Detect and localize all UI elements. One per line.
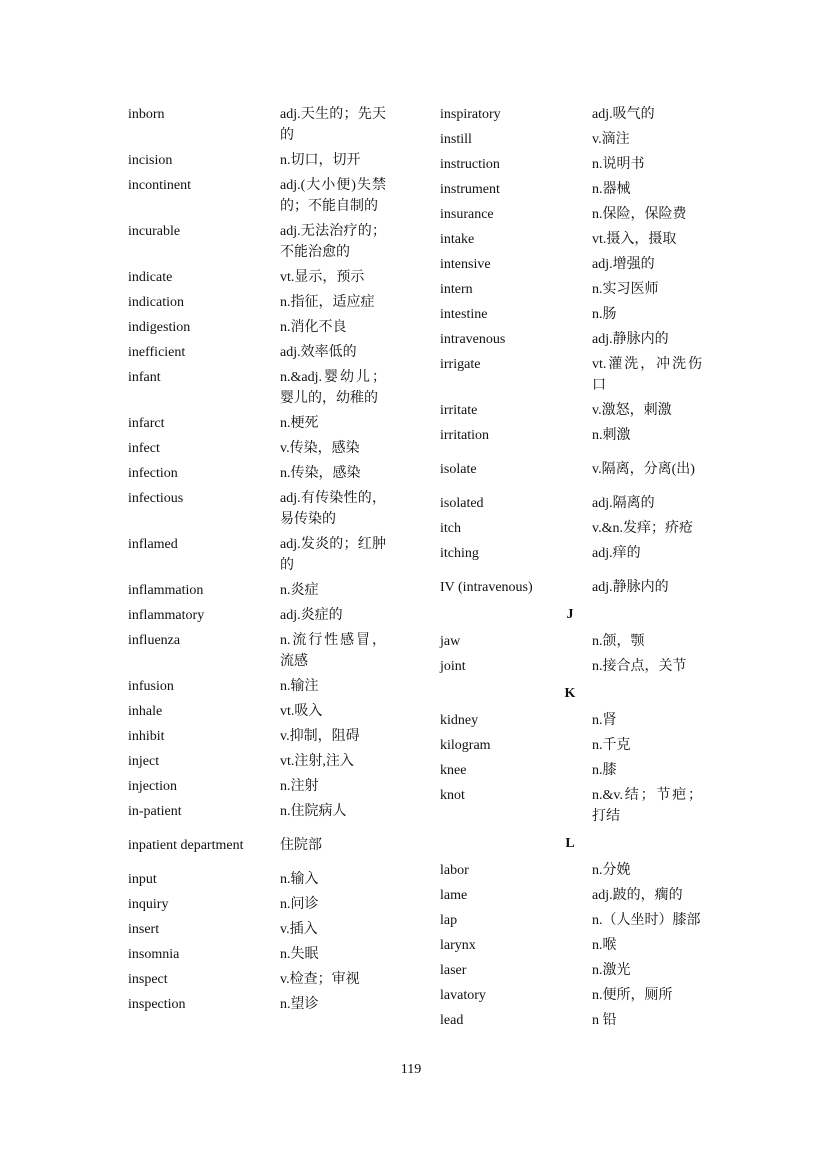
glossary-entry [128, 774, 398, 799]
glossary-entry [128, 265, 398, 290]
entry-definition: n.刺激 [592, 428, 631, 443]
entry-definition: n 铅 [592, 1013, 617, 1028]
entry-term: intensive [440, 257, 491, 272]
entry-term: itch [440, 521, 461, 536]
entry-definition: 住院部 [280, 838, 322, 853]
glossary-entry [128, 102, 398, 148]
spacer [128, 858, 398, 867]
section-letter-k: K [564, 686, 576, 701]
entry-definition: v.传染，感染 [280, 441, 360, 456]
glossary-entry [440, 302, 720, 327]
entry-term: intake [440, 232, 475, 247]
entry-definition: adj.无法治疗的；不能治愈的 [280, 224, 386, 260]
entry-definition: n.喉 [592, 938, 617, 953]
entry-definition: adj.静脉内的 [592, 332, 669, 347]
entry-term: instrument [440, 182, 500, 197]
entry-definition: n.输注 [280, 679, 319, 694]
entry-definition: n.接合点，关节 [592, 659, 687, 674]
entry-term: intestine [440, 307, 488, 322]
glossary-entry [440, 177, 720, 202]
entry-definition: v.&n.发痒；疥疮 [592, 521, 693, 536]
left-column [128, 102, 398, 1017]
entry-definition: vt.摄入，摄取 [592, 232, 677, 247]
entry-definition: n.&adj.婴幼儿；婴儿的，幼稚的 [280, 370, 386, 406]
entry-term: lavatory [440, 988, 486, 1003]
entry-term: instruction [440, 157, 500, 172]
entry-definition: adj.增强的 [592, 257, 655, 272]
entry-term: IV (intravenous) [440, 580, 533, 595]
entry-term: infect [128, 441, 160, 456]
entry-definition: n.梗死 [280, 416, 319, 431]
entry-term: knot [440, 788, 465, 803]
entry-definition: v.滴注 [592, 132, 630, 147]
entry-term: insert [128, 922, 160, 937]
glossary-entry [128, 724, 398, 749]
glossary-entry [128, 436, 398, 461]
glossary-entry [128, 942, 398, 967]
entry-term: jaw [440, 634, 461, 649]
entry-definition: vt.吸入 [280, 704, 323, 719]
entry-definition: n.肾 [592, 713, 617, 728]
glossary-entry [440, 933, 720, 958]
glossary-entry [440, 733, 720, 758]
entry-definition: v.隔离，分离(出) [592, 462, 695, 477]
entry-definition: adj.痒的 [592, 546, 641, 561]
glossary-entry [440, 423, 720, 448]
entry-term: instill [440, 132, 472, 147]
glossary-entry [440, 908, 720, 933]
entry-term: isolate [440, 462, 477, 477]
spacer [440, 482, 720, 491]
entry-term: inhibit [128, 729, 165, 744]
glossary-entry [128, 603, 398, 628]
entry-definition: n.肠 [592, 307, 617, 322]
section-letter-l: L [565, 836, 575, 851]
entry-definition: n.输入 [280, 872, 319, 887]
glossary-entry [440, 102, 720, 127]
entry-term: lead [440, 1013, 464, 1028]
glossary-entry [128, 628, 398, 674]
entry-term: irritation [440, 428, 489, 443]
entry-definition: n.传染，感染 [280, 466, 361, 481]
glossary-entry [440, 783, 720, 829]
entry-term: intravenous [440, 332, 506, 347]
glossary-entry [440, 252, 720, 277]
entry-definition: n.便所，厕所 [592, 988, 673, 1003]
entry-term: inflamed [128, 537, 178, 552]
glossary-entry [128, 833, 398, 858]
glossary-entry [128, 486, 398, 532]
glossary-entry [128, 578, 398, 603]
glossary-entry [440, 327, 720, 352]
entry-definition: v.激怒，刺激 [592, 403, 672, 418]
entry-term: joint [440, 659, 466, 674]
entry-term: incurable [128, 224, 181, 239]
entry-definition: adj.有传染性的，易传染的 [280, 491, 386, 527]
entry-definition: adj.炎症的 [280, 608, 343, 623]
entry-definition: adj.发炎的；红肿的 [280, 537, 386, 573]
entry-term: insurance [440, 207, 494, 222]
glossary-entry [128, 532, 398, 578]
entry-term: inspection [128, 997, 186, 1012]
entry-term: infectious [128, 491, 184, 506]
entry-term: indigestion [128, 320, 191, 335]
entry-term: lame [440, 888, 468, 903]
entry-definition: n.望诊 [280, 997, 319, 1012]
entry-term: lap [440, 913, 458, 928]
entry-definition: adj.静脉内的 [592, 580, 669, 595]
entry-definition: adj.跛的，瘸的 [592, 888, 683, 903]
spacer [128, 824, 398, 833]
glossary-entry [440, 958, 720, 983]
glossary-entry [128, 967, 398, 992]
entry-definition: n.失眠 [280, 947, 319, 962]
glossary-entry [128, 799, 398, 824]
entry-definition: v.抑制，阻碍 [280, 729, 360, 744]
entry-definition: v.插入 [280, 922, 318, 937]
entry-definition: n.住院病人 [280, 804, 347, 819]
glossary-entry [128, 674, 398, 699]
entry-definition: vt.显示，预示 [280, 270, 365, 285]
glossary-entry [440, 352, 720, 398]
entry-definition: n.颌，颚 [592, 634, 645, 649]
entry-term: irritate [440, 403, 478, 418]
glossary-entry [128, 290, 398, 315]
glossary-entry [440, 541, 720, 566]
glossary-entry [128, 867, 398, 892]
entry-definition: n.切口，切开 [280, 153, 361, 168]
entry-term: infusion [128, 679, 174, 694]
entry-term: indication [128, 295, 184, 310]
entry-term: intern [440, 282, 473, 297]
entry-definition: vt.注射,注入 [280, 754, 354, 769]
entry-term: injection [128, 779, 177, 794]
glossary-entry [440, 152, 720, 177]
glossary-entry [440, 708, 720, 733]
entry-definition: n.实习医师 [592, 282, 659, 297]
glossary-entry [440, 277, 720, 302]
entry-term: infarct [128, 416, 165, 431]
entry-definition: n.膝 [592, 763, 617, 778]
entry-term: larynx [440, 938, 476, 953]
glossary-entry [440, 629, 720, 654]
entry-definition: n.流行性感冒，流感 [280, 633, 386, 669]
section-letter-j: J [566, 607, 574, 622]
right-column [440, 102, 720, 1033]
entry-term: kilogram [440, 738, 491, 753]
entry-definition: adj.吸气的 [592, 107, 655, 122]
glossary-entry [440, 983, 720, 1008]
glossary-entry [440, 127, 720, 152]
glossary-entry [440, 491, 720, 516]
entry-definition: v.检查；审视 [280, 972, 360, 987]
glossary-entry [440, 202, 720, 227]
entry-definition: adj.天生的；先天的 [280, 107, 386, 143]
entry-definition: adj.效率低的 [280, 345, 357, 360]
entry-term: inspect [128, 972, 168, 987]
entry-definition: n.分娩 [592, 863, 631, 878]
entry-definition: n.器械 [592, 182, 631, 197]
entry-term: inflammatory [128, 608, 205, 623]
glossary-entry [128, 917, 398, 942]
entry-term: infant [128, 370, 161, 385]
glossary-entry [440, 654, 720, 679]
entry-term: inspiratory [440, 107, 501, 122]
spacer [440, 566, 720, 575]
entry-term: in-patient [128, 804, 182, 819]
entry-term: itching [440, 546, 479, 561]
entry-definition: n.&v.结；节疤；打结 [592, 788, 702, 824]
entry-definition: n.问诊 [280, 897, 319, 912]
entry-term: inefficient [128, 345, 186, 360]
glossary-entry [440, 516, 720, 541]
entry-term: isolated [440, 496, 484, 511]
entry-term: inpatient department [128, 838, 244, 853]
entry-definition: n.激光 [592, 963, 631, 978]
entry-term: kidney [440, 713, 479, 728]
entry-definition: n.炎症 [280, 583, 319, 598]
entry-term: labor [440, 863, 469, 878]
entry-term: inflammation [128, 583, 204, 598]
entry-term: knee [440, 763, 467, 778]
entry-definition: adj.隔离的 [592, 496, 655, 511]
entry-definition: vt.灌洗，冲洗伤口 [592, 357, 702, 393]
entry-definition: n.消化不良 [280, 320, 347, 335]
glossary-entry [128, 699, 398, 724]
glossary-entry [128, 219, 398, 265]
glossary-entry [128, 892, 398, 917]
glossary-entry [128, 173, 398, 219]
entry-term: inborn [128, 107, 165, 122]
glossary-entry [440, 1008, 720, 1033]
glossary-entry [128, 461, 398, 486]
glossary-entry [440, 758, 720, 783]
glossary-entry [128, 992, 398, 1017]
entry-term: insomnia [128, 947, 180, 962]
entry-term: infection [128, 466, 178, 481]
glossary-entry [128, 148, 398, 173]
glossary-entry [440, 457, 720, 482]
glossary-entry [440, 227, 720, 252]
entry-definition: n.注射 [280, 779, 319, 794]
glossary-entry [128, 411, 398, 436]
glossary-entry [440, 883, 720, 908]
entry-term: inhale [128, 704, 163, 719]
entry-term: inject [128, 754, 160, 769]
glossary-entry [440, 575, 720, 600]
entry-term: incision [128, 153, 173, 168]
entry-term: irrigate [440, 357, 481, 372]
entry-definition: n.指征，适应症 [280, 295, 375, 310]
entry-term: influenza [128, 633, 181, 648]
glossary-entry [440, 858, 720, 883]
spacer [440, 448, 720, 457]
glossary-entry [128, 365, 398, 411]
glossary-entry [128, 749, 398, 774]
entry-definition: n.保险，保险费 [592, 207, 687, 222]
glossary-entry [440, 398, 720, 423]
entry-definition: n.千克 [592, 738, 631, 753]
page-number: 119 [400, 1062, 422, 1077]
glossary-entry [128, 315, 398, 340]
entry-definition: adj.(大小便)失禁的；不能自制的 [280, 178, 386, 214]
entry-definition: n.说明书 [592, 157, 645, 172]
entry-definition: n.（人坐时）膝部 [592, 913, 701, 928]
entry-term: indicate [128, 270, 173, 285]
entry-term: input [128, 872, 157, 887]
glossary-entry [128, 340, 398, 365]
entry-term: laser [440, 963, 467, 978]
entry-term: inquiry [128, 897, 169, 912]
entry-term: incontinent [128, 178, 191, 193]
